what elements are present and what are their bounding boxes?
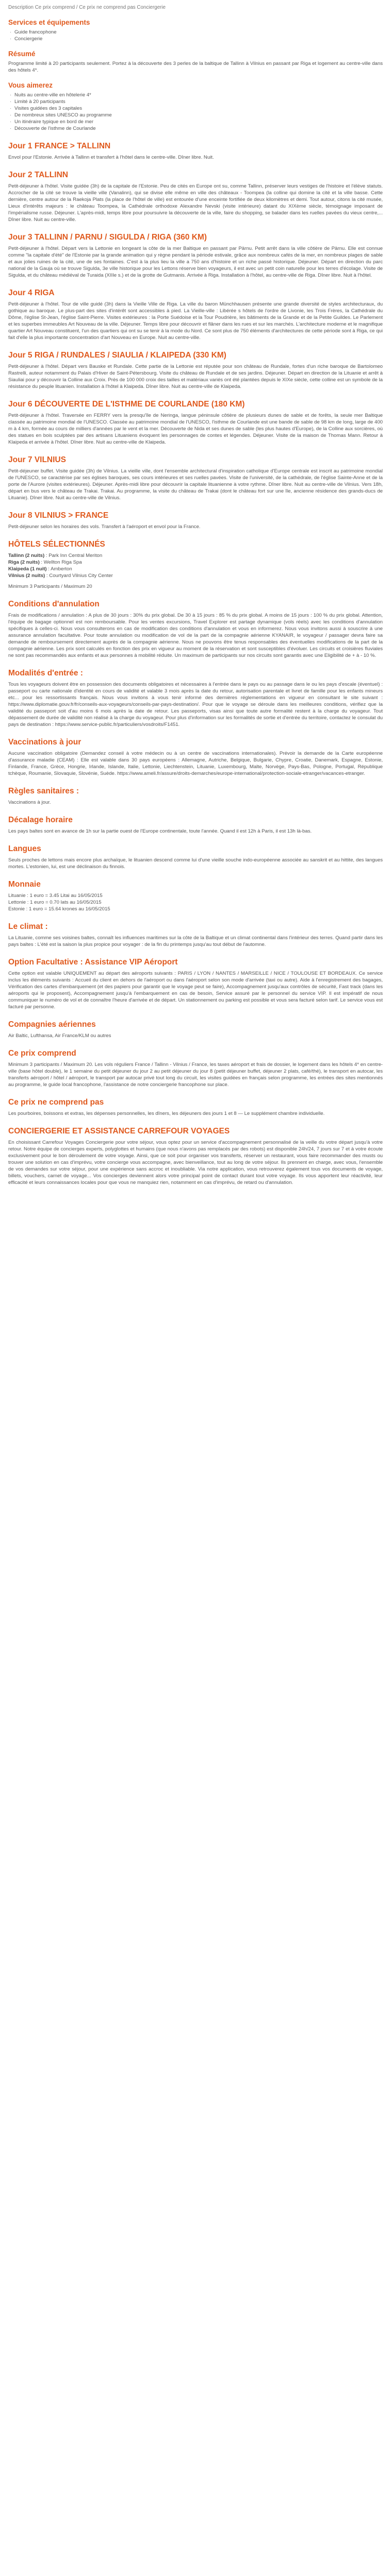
services-item: · Guide francophone xyxy=(8,29,383,36)
currency-line: Lituanie : 1 euro = 3.45 Litai au 16/05/2015 xyxy=(8,893,103,899)
language-text: Seuls proches de lettons mais encore plus archaïque, le lituanien descend comme lui d'une vieille souche indo-européenne associée au sanskrit et au hittite, des langues mortes. L'estonien, lui, est une déclinaison du finnois. xyxy=(8,857,383,870)
vaccines-title: Vaccinations à jour xyxy=(8,738,82,747)
airlines-title: Compagnies aériennes xyxy=(8,1020,96,1029)
vaccines-text: Aucune vaccination obligatoire (Demandez conseil à votre médecin ou à un centre de vaccinations internationales). Prévoir la demande de la Carte européenne d'assurance maladie (CEAM) : Elle est valable dans 30 pays européens : Allemagne, Autriche, Belgique, Bulgarie, Chypre, Croatie, Danemark, Espagne, Estonie, Finlande, France, Grèce, Hongrie, Irlande, Islande, Italie, Lettonie, Liechtenstein, Lituanie, Luxembourg, Malte, Norvège, Pays-Bas, Pologne, Portugal, République tchèque, Roumanie, Slovaquie, Slovénie, Suède. https://www.ameli.fr/assure/droits-demarches/europe-international/protection-sociale-etranger/vacances-etranger. xyxy=(8,751,383,776)
formalities-title: Modalités d'entrée : xyxy=(8,669,83,677)
hotel-row: Vilnius (2 nuits) : Courtyard Vilnius City Center xyxy=(8,573,113,579)
participants-text: Minimum 3 Participants / Maximum 20 xyxy=(8,584,92,589)
currency-list xyxy=(8,892,383,912)
hotel-name: Park Inn Central Meriton xyxy=(48,553,103,558)
hotel-row: Tallinn (2 nuits) : Park Inn Central Meriton xyxy=(8,553,103,558)
options-title: Option Facultative : Assistance VIP Aéroport xyxy=(8,958,178,967)
time-title: Décalage horaire xyxy=(8,816,73,824)
highlight-item: · De nombreux sites UNESCO au programme xyxy=(8,112,383,118)
resume-title: Résumé xyxy=(8,50,36,58)
services-title: Services et équipements xyxy=(8,19,90,26)
conditions-title: Conditions d'annulation xyxy=(8,600,100,608)
day-6-text: Petit-déjeuner à l'hôtel. Traversée en FERRY vers la presqu'île de Neringa, langue péninsule côtière de plusieurs dunes de sable et de forêts, la seule mer Baltique classée au patrimoine mondial de l'UNESCO. Classée au patrimoine mondial de l'UNESCO, l'isthme de Courlande est une bande de sable de 98 km de long, large de 400 m à 4 km, formée au cours de milliers d'années par le vent et la mer. Découverte de Nida et ses dunes de sable (les plus hautes d'Europe), de la Colline aux sorcières, où des statues en bois sculptées par des artisans Lituaniens évoquent les personnages de contes et légendes. Déjeuner. Visite de la maison de Thomas Mann. Retour à Klaipeda et arrivée à l'hôtel. Dîner libre. Nuit au centre-ville de Klaipeda. xyxy=(8,413,383,445)
concierge-title: CONCIERGERIE ET ASSISTANCE CARREFOUR VOYAGES xyxy=(8,1127,230,1136)
day-6-title: Jour 6 DÉCOUVERTE DE L'ISTHME DE COURLANDE (180 KM) xyxy=(8,400,245,409)
currency-title: Monnaie xyxy=(8,880,41,889)
language-title: Langues xyxy=(8,844,41,853)
highlight-item: · Visites guidées des 3 capitales xyxy=(8,105,383,112)
day-7-title: Jour 7 VILNIUS xyxy=(8,455,66,464)
services-item: · Conciergerie xyxy=(8,36,383,42)
day-5-title: Jour 5 RIGA / RUNDALES / SIAULIA / KLAIPEDA (330 KM) xyxy=(8,351,226,360)
day-3-text: Petit-déjeuner à l'hôtel. Départ vers la Lettonie en longeant la côte de la mer Baltique en passant par Pärnu. Petit arrêt dans la ville côtière de Pärnu. Elle est connue comme "la capitale d'été" de l'Estonie par la grande animation qui y règne pendant la période estivale, grâce aux nombreux cafés de la mer, en nombreux plages de sable et aux jolies ruines de la cité, une de ses fontaines. C'est à la plus lieu la ville a 750 ans d'histoire et un riche passé historique. Déjeuner. Départ en direction du parc national de la Gauja où se trouve Sigulda, 3e ville historique pour les Lettons réserve bien voyageurs, il est avec un petit coin naturelle pour les terres d'écolage. Visite de Sigulda, et du château médiéval de Turaida (XIIIe s.) et de la grotte de Gutmanis. Arrivée à Riga. Installation à l'hôtel, au centre-ville de Riga. Dîner libre. Nuit à l'hôtel. xyxy=(8,246,383,278)
day-2-text: Petit-déjeuner à l'hôtel. Visite guidée (3h) de la capitale de l'Estonie. Peu de cités en Europe ont su, comme Tallinn, préserver leurs vestiges de l'histoire et l'élève statuts. Accrocher de la cité se trouve la vieille ville (Vanalinn), qui se divise elle même en ville des châteaux - Toompea (la colline qui domine la cité et la ville basse. Cette dernière, centre autour de la Raekoja Plats (la place de l'hôtel de ville) est entourée d'une enceinte fortifiée de deux kilomètres et demi. Tout autour, citons la cité musée, Lieux d'intérêts majeurs : le château Toompea, la Cathédrale orthodoxe Alexandre Nevski (visite intérieure) datant du XIXème siècle, témoignage imposant de l'impérialisme russe. Déjeuner. L'après-midi, temps libre pour poursuivre la découverte de la ville, faire du shopping, se balader dans les ruelles pavées du vieux centre,... Dîner libre. Nuit au centre-ville. xyxy=(8,183,383,223)
day-8-text: Petit-déjeuner selon les horaires des vols. Transfert à l'aéroport et envol pour la France. xyxy=(8,524,201,530)
highlight-item: · Limité à 20 participants xyxy=(8,98,383,105)
hotel-city: Vilnius (2 nuits) xyxy=(8,573,45,579)
hotel-name: Wellton Riga Spa xyxy=(43,560,82,565)
climate-text: La Lituanie, comme ses voisines baltes, connaît les influences maritimes sur la côte de la Baltique et un climat continental dans l'intérieur des terres. Quand partir dans les pays baltes : L'été est la saison la plus propice pour voyager : de la fin du printemps jusqu'au tout début de l'automne. xyxy=(8,935,383,947)
breadcrumb-description: Description Ce prix comprend / Ce prix ne comprend pas Conciergerie xyxy=(8,5,166,10)
hotel-city: Tallinn (2 nuits) xyxy=(8,553,45,558)
options-text: Cette option est valable UNIQUEMENT au départ des aéroports suivants : PARIS / LYON / NANTES / MARSEILLE / NICE / TOULOUSE ET BORDEAUX. Ce service inclus les éléments suivants : Accueil du client en dehors de l'aéroport ou dans l'aéroport selon son mode d'arrivée (taxi ou autre). Aide à l'enregistrement des bagages, Vérification des cartes d'embarquement (et des papiers pour garantir que le voyage peut se faire), Accompagnement jusqu'aux contrôles de sécurité, Fast track (dans les aéroports qui le proposent), Accompagnement jusqu'à l'embarquement en cas de besoin, Service assuré par le personnel du service VIP. Il est impératif de nous communiquer le numéro de vol et de connaître l'heure d'arrivée et de départ. Un stationnement ou parking est possible et vous sera facturé selon tarif. Le service vous est facturé par personne. xyxy=(8,971,383,1010)
hotel-name: Courtyard Vilnius City Center xyxy=(49,573,113,579)
concierge-text: En choisissant Carrefour Voyages Conciergerie pour votre séjour, vous optez pour un service d'accompagnement personnalisé de la veille du votre départ jusqu'à votre retour. Notre équipe de concierges experts, polyglottes et humains (que nous n'avons pas remplacés par des robots) est disponible 24h/24, 7 jours sur 7 et à votre écoute exclusivement pour le bon déroulement de votre voyage. Ainsi, que ce soit pour organiser vos transferts, réserver un restaurant, vous faire recommander des musts ou trouver une solution en cas d'imprévu, votre concierge vous accompagne, avec bienveillance, tout au long de votre séjour. Ils prennent en charge, avec vous, l'ensemble de vos demandes sur votre séjour, pour une expérience sans accroc et inoubliable. Via notre application, vous retrouverez également tous vos documents de voyage, billets, vouchers, carnet de voyage... Vos concierges deviennent alors votre principal point de contact durant tout votre voyage. Ils vous apportent leur réactivité, leur efficacité et leurs connaissances locales pour que vous ne manquiez rien, notamment en cas d'imprévu, de retard ou d'annulation. xyxy=(8,1140,383,1185)
day-4-text: Petit-déjeuner à l'hôtel. Tour de ville guidé (3h) dans la Vieille Ville de Riga. La ville du baron Münchhausen présente une grande diversité de styles architecturaux, du gothique au baroque. Le plus-part des sites d'intérêt sont accessibles à pied. La Vieille-ville : Libérée s hôtels de l'ordre de Livonie, les Trois Frères, la Cathédrale du Dôme, l'église St-Jean, l'église Saint-Pierre. Visites extérieures : la Porte Suédoise et la Tour Poudrière, les bâtiments de la Grande et de la Petite Guildes. Le Parlement et les superbes immeubles Art Nouveau de la ville. Déjeuner. Temps libre pour découvrir et flâner dans les rues et sur les marchés. L'architecture moderne et le magnifique quartier Art Nouveau constituent, l'un des quartiers qui ont su se tenir à la mode du Nord. Ce sont plus de 750 éléments d'architectures de cette période sont à Riga, ce qui fait d'elle la plus importante concentration d'art Nouveau en Europe. Nuit au centre-ville. xyxy=(8,301,383,341)
currency-line: Lettonie : 1 euro = 0.70 lats au 16/05/2015 xyxy=(8,900,102,905)
highlights-title: Vous aimerez xyxy=(8,81,53,89)
highlight-item: · Un itinéraire typique en bord de mer xyxy=(8,118,383,125)
excludes-text: Les pourboires, boissons et extras, les dépenses personnelles, les dîners, les déjeuners des jours 1 et 8 — Le supplément chambre individuelle. xyxy=(8,1111,325,1116)
conditions-text: Frais de modifications / annulation : A plus de 30 jours : 30% du prix global. De 30 à 15 jours : 85 % du prix global. A moins de 15 jours : 100 % du prix global. Attention, l'équipe de bagage optionnel est non remboursable. Pour les ventes excursions, Travel Explorer est partage dynamique (vols réels) avec les conditions d'annulation spécifiques à celles-ci. Nous vous consulterons en cas de modification des conditions d'annulation et vous en informerez. Nous vous invitons aussi à souscrire à une assurance annulation facultative. Pour toute annulation ou modification de vol de la part de la compagnie aérienne KYANAIR, le voyageur / passager devra faire sa demande de remboursement directement auprès de la compagnie aérienne. Nous ne pouvons être tenus responsables des éventuelles modifications de la part de la compagnie aérienne. Les prix sont calculés en fonction des prix en vigueur au moment de la réservation et sont susceptibles d'évoluer. Les circuits et croisières fluviales ne sont pas recommandés aux enfants et aux personnes à mobilité réduite. Un maximum de participants sur nos circuits sont garantis avec une Eligibilité de + à - 10 %. xyxy=(8,613,383,658)
hotel-city: Riga (2 nuits) xyxy=(8,560,40,565)
currency-line: Estonie : 1 euro = 15.64 krones au 16/05/2015 xyxy=(8,906,110,912)
day-4-title: Jour 4 RIGA xyxy=(8,289,55,297)
day-2-title: Jour 2 TALLINN xyxy=(8,171,68,179)
airlines-text: Air Baltic, Lufthansa, Air France/KLM ou autres xyxy=(8,1033,111,1039)
hotel-row: Klaipeda (1 nuit) : Amberton xyxy=(8,566,72,572)
hotels-title: HÔTELS SÉLECTIONNÉS xyxy=(8,540,105,549)
formalities-text: Tous les voyageurs doivent être en possession des documents obligatoires et nécessaires à l'entrée dans le pays ou au passage dans le ou les pays d'escale (éventuel) : passeport ou carte nationale d'identité en cours de validité et valable 3 mois après la date du retour, autorisation parentale et livret de famille pour les enfants mineurs etc... pour les ressortissants français. Nous vous invitons à vous tenir informé des dernières réglementations en vigueur en consultant le site suivant : https://www.diplomatie.gouv.fr/fr/conseils-aux-voyageurs/conseils-par-pays-destination/. Pour que le voyage se déroule dans les meilleures conditions, vérifiez que la validité du passeport soit d'au moins 6 mois après la date de retour. Les passeports, visas ainsi que toute autre formalité restent à la charge du voyageur. Tout dépassement de durée de validité non réalisé à la charge du voyageur. Pour plus d'information sur les formalités de sortie et d'entrée du territoire, contactez le consulat du pays de destination : https://www.service-public.fr/particuliers/vosdroits/F1451. xyxy=(8,682,383,727)
hotel-city: Klaipeda (1 nuit) xyxy=(8,566,47,572)
includes-title: Ce prix comprend xyxy=(8,1049,76,1058)
highlight-item: · Découverte de l'isthme de Courlande xyxy=(8,125,383,132)
climate-title: Le climat : xyxy=(8,922,48,931)
rules-text: Vaccinations à jour. xyxy=(8,800,51,805)
highlights-list xyxy=(8,92,383,132)
day-1-title: Jour 1 FRANCE > TALLINN xyxy=(8,142,111,150)
rules-title: Règles sanitaires : xyxy=(8,787,79,795)
highlight-item: · Nuits au centre-ville en hôtelerie 4* xyxy=(8,92,383,98)
includes-text: Minimum 3 participants / Maximum 20. Les vols réguliers France / Tallinn - Vilnius / France, les taxes aéroport et frais de dossier, le logement dans les hôtels 4* en centre-ville (base hôtel double), le 1 semaine du petit déjeuner du jour 2 au petit déjeuner du jour 8 (petit déjeuner buffet, déjeuner 2 plats, café/thé), le transport en autocar, les transferts aéroport / hôtel / aéroport, le transport par autocar privé tout long du circuit, les visites guidées en français selon programme, les entrées des sites mentionnés au programme, le guide local francophone, l'assistance de notre conciergerie francophone sur place. xyxy=(8,1062,383,1088)
day-3-title: Jour 3 TALLINN / PARNU / SIGULDA / RIGA (360 KM) xyxy=(8,233,207,242)
day-7-text: Petit-déjeuner buffet. Visite guidée (3h) de Vilnius. La vieille ville, dont l'ensemble architectural d'inspiration catholique d'Europe centrale est inscrit au patrimoine mondial de l'UNESCO, se caractérise par ses églises baroques, ses cours intérieures et ses ruelles pavées. Visite de l'université, de la cathédrale, de l'église Sainte-Anne et de la porte de l'Aurore (visites extérieures). Déjeuner. Après-midi libre pour découvrir la capitale lituanienne à votre rythme. Dîner libre. Nuit au centre-ville de Vilnius. Vers 18h, départ en bus vers le château de Trakai. Trakai. Au programme, la visite du château de Trakai (dont le château fort sur une île, ancienne résidence des grands-ducs de Lituanie). Dîner libre. Nuit au centre-ville de Vilnius. xyxy=(8,468,383,501)
excludes-title: Ce prix ne comprend pas xyxy=(8,1098,104,1107)
resume-text: Programme limité à 20 participants seulement. Portez à la découverte des 3 perles de la baltique de Tallinn à Vilnius en passant par Riga et logement au centre-ville dans des hôtels 4*. xyxy=(8,61,383,73)
hotel-name: Amberton xyxy=(51,566,72,572)
hotel-row: Riga (2 nuits) : Wellton Riga Spa xyxy=(8,560,82,565)
day-1-text: Envol pour l'Estonie. Arrivée à Tallinn et transfert à l'hôtel dans le centre-ville. Dîner libre. Nuit. xyxy=(8,155,214,160)
time-text: Les pays baltes sont en avance de 1h sur la partie ouest de l'Europe continentale, toute l'année. Quand il est 12h à Paris, il est 13h là-bas. xyxy=(8,828,312,834)
day-5-text: Petit-déjeuner à l'hôtel. Départ vers Bauske et Rundale. Cette partie de la Lettonie est réputée pour son château de Rundale, fortes d'un riche baroque de Bartolomeo Rastrelli, auteur notamment du Palais d'Hiver de Saint-Pétersbourg. Visite du château de Rundale et de ses jardins. Déjeuner. Départ en direction de la Lituanie et arrêt à Siauliai pour y découvrir la Colline aux Croix. Près de 100 000 croix des tailles et matériaux variés ont été plantées depuis le XIXe siècle, cette colline est un symbole de la résistance du peuple lituanien. Installation à l'hôtel à Klaipeda. Dîner libre. Nuit au centre-ville de Klaipeda. xyxy=(8,364,383,389)
page xyxy=(8,4,383,1199)
services-list xyxy=(8,29,383,42)
day-8-title: Jour 8 VILNIUS > FRANCE xyxy=(8,511,109,520)
hotels-list xyxy=(8,552,383,579)
